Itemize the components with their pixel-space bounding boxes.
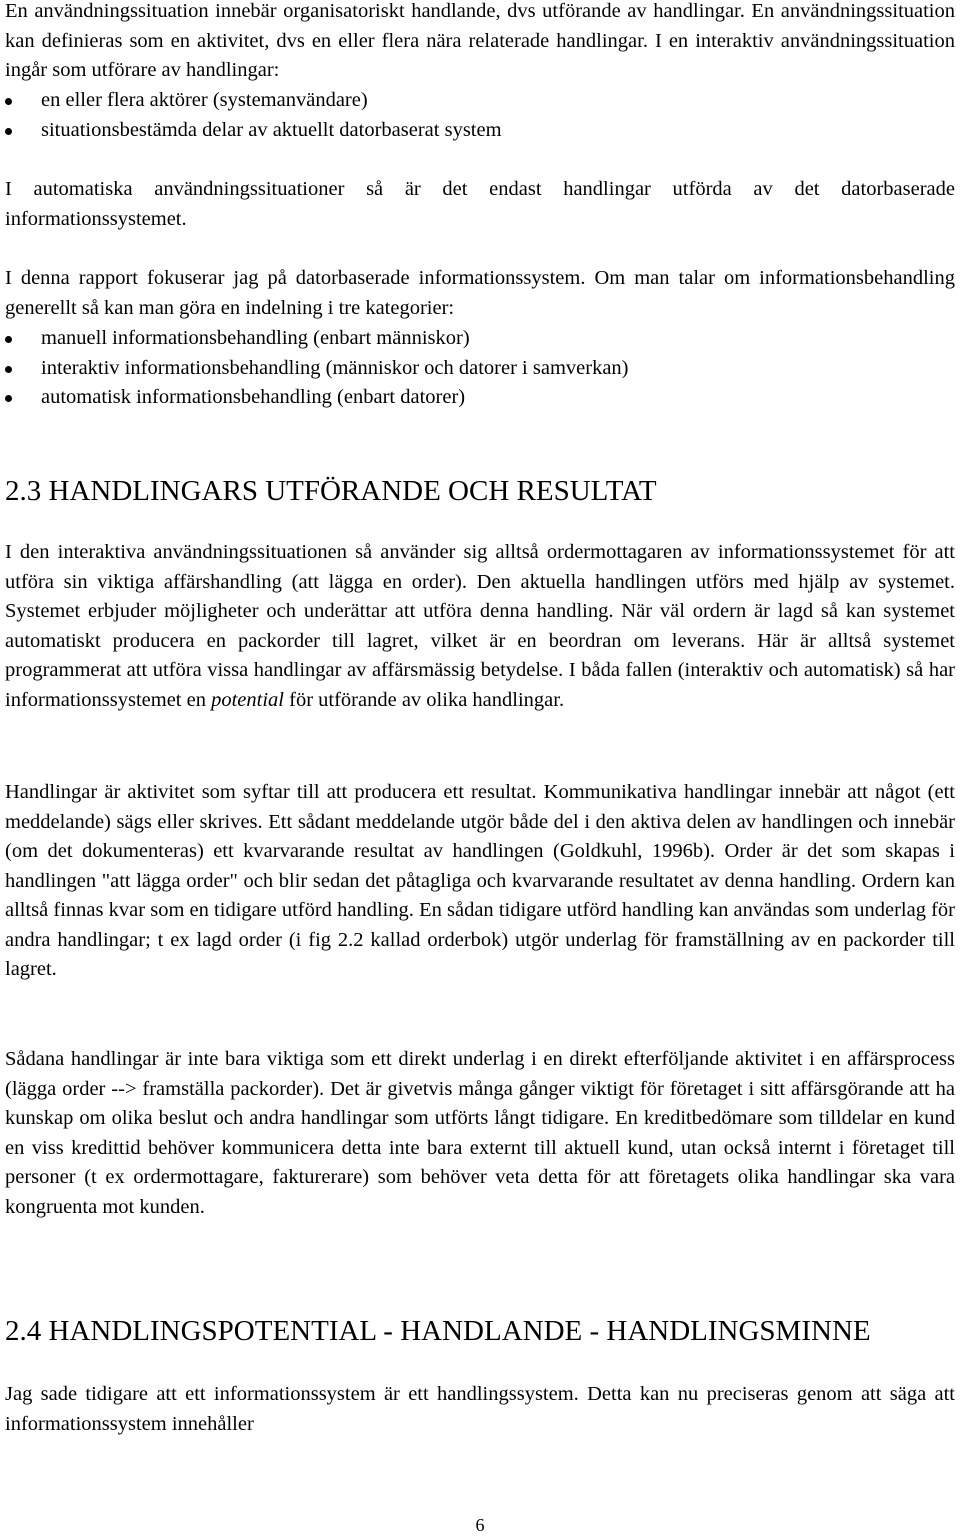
list-item: interaktiv informationsbehandling (människor och datorer i samverkan) [5,354,955,384]
bullet-icon [5,336,12,343]
list-item: manuell informationsbehandling (enbart människor) [5,324,955,354]
report-focus-paragraph: I denna rapport fokuserar jag på datorbaserade informationssystem. Om man talar om informationsbehandling generellt så kan man göra en indelning i tre kategorier: [5,267,955,319]
section-2-3-paragraph-3: Sådana handlingar är inte bara viktiga som ett direkt underlag i en direkt efterföljande aktivitet i en affärsprocess (lägga order --> framställa packorder). Det är givetvis många gånger viktigt för företaget i sitt affärsgörande att ha kunskap om olika beslut och andra handlingar som utförts långt tidigare. En kreditbedömare som tilldelar en kund en viss kredittid behöver kommunicera detta inte bara externt till aktuell kund, utan också internt i företaget till personer (t ex ordermottagare, fakturerare) som behöver veta detta för att företagets olika handlingar ska vara kongruenta mot kunden. [5,1048,955,1218]
actors-bullet-list [5,86,955,145]
section-2-4-paragraph-1: Jag sade tidigare att ett informationssystem är ett handlingssystem. Detta kan nu preciseras genom att säga att informationssystem innehåller [5,1383,955,1435]
bullet-icon [5,395,12,402]
bullet-icon [5,128,12,135]
page-number: 6 [475,1515,485,1535]
section-heading-2-4: 2.4 HANDLINGSPOTENTIAL - HANDLANDE - HANDLINGSMINNE [5,1315,871,1347]
emphasized-term: potential [211,688,284,711]
list-item: automatisk informationsbehandling (enbart datorer) [5,383,955,413]
section-heading-2-3: 2.3 HANDLINGARS UTFÖRANDE OCH RESULTAT [5,475,657,507]
intro-paragraph: En användningssituation innebär organisatoriskt handlande, dvs utförande av handlingar. En användningssituation kan definieras som en aktivitet, dvs en eller flera nära relaterade handlingar. I en interaktiv användningssituation ingår som utförare av handlingar: [5,0,955,81]
section-2-3-paragraph-1: I den interaktiva användningssituationen så använder sig alltså ordermottagaren av informationssystemet för att utföra sin viktiga affärshandling (att lägga en order). Den aktuella handlingen utförs med hjälp av systemet. Systemet erbjuder möjligheter och underättar att utföra denna handling. När väl ordern är lagd så kan systemet automatiskt producera en packorder till lagret, vilket är en beordran om leverans. Här är alltså systemet programmerat att utföra vissa handlingar av affärsmässig betydelse. I båda fallen (interaktiv och automatisk) så har informationssystemet en potential för utförande av olika handlingar. [5,541,955,711]
bullet-icon [5,366,12,373]
list-item: en eller flera aktörer (systemanvändare) [5,86,955,116]
automatic-situations-paragraph: I automatiska användningssituationer så är det endast handlingar utförda av det datorbaserade informationssystemet. [5,178,955,230]
list-item: situationsbestämda delar av aktuellt datorbaserat system [5,116,955,146]
section-2-3-paragraph-2: Handlingar är aktivitet som syftar till att producera ett resultat. Kommunikativa handlingar innebär att något (ett meddelande) sägs eller skrives. Ett sådant meddelande utgör både del i den aktiva delen av handlingen och innebär (om det dokumenteras) ett kvarvarande resultat av handlingen (Goldkuhl, 1996b). Order är det som skapas i handlingen "att lägga order" och blir sedan det påtagliga och kvarvarande resultatet av denna handling. Ordern kan alltså finnas kvar som en tidigare utförd handling. En sådan tidigare utförd handling kan användas som underlag för andra handlingar; t ex lagd order (i fig 2.2 kallad orderbok) utgör underlag för framställning av en packorder till lagret. [5,781,955,980]
categories-bullet-list [5,324,955,413]
bullet-icon [5,98,12,105]
